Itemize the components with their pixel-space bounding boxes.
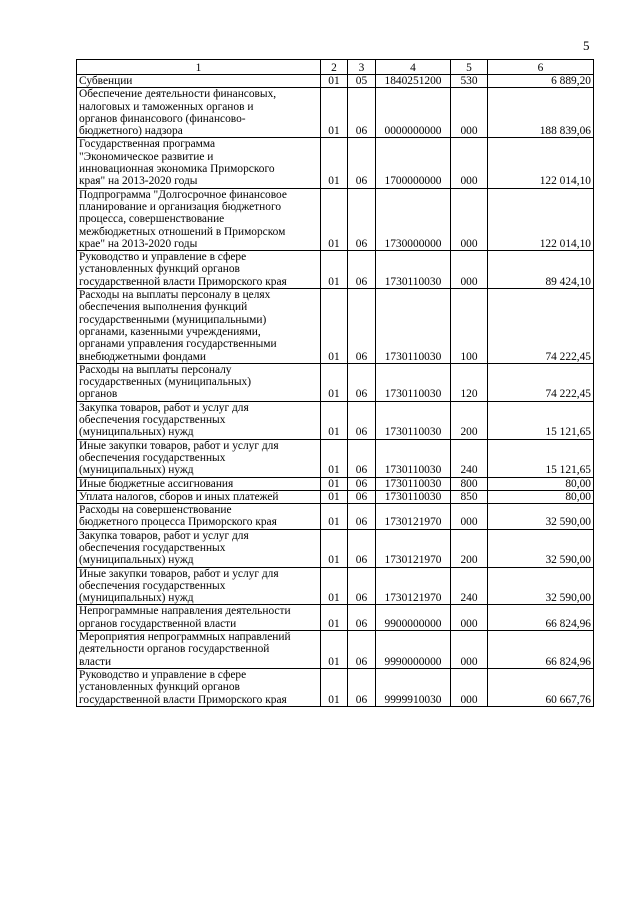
row-name: Расходы на совершенствование бюджетного процесса Приморского края <box>77 504 321 530</box>
row-name: Закупка товаров, работ и услуг для обеспечения государственных (муниципальных) нужд <box>77 529 321 567</box>
row-amount: 74 222,45 <box>488 289 594 364</box>
row-name: Подпрограмма "Долгосрочное финансовое планирование и организация бюджетного процесса, совершенствование межбюджетных отношений в Приморском крае" на 2013-2020 годы <box>77 188 321 250</box>
row-section: 01 <box>321 88 348 138</box>
row-subsection: 06 <box>348 401 376 439</box>
row-target-code: 1730121970 <box>376 567 451 605</box>
row-target-code: 9900000000 <box>376 605 451 631</box>
row-section: 01 <box>321 529 348 567</box>
row-subsection: 06 <box>348 668 376 706</box>
row-amount: 32 590,00 <box>488 567 594 605</box>
row-expense-type: 000 <box>451 188 488 250</box>
row-expense-type: 240 <box>451 567 488 605</box>
row-expense-type: 000 <box>451 668 488 706</box>
row-name: Непрограммные направления деятельности органов государственной власти <box>77 605 321 631</box>
row-amount: 66 824,96 <box>488 631 594 669</box>
row-expense-type: 240 <box>451 439 488 477</box>
row-expense-type: 100 <box>451 289 488 364</box>
row-expense-type: 000 <box>451 631 488 669</box>
row-section: 01 <box>321 668 348 706</box>
table-row <box>77 529 594 567</box>
table-row <box>77 605 594 631</box>
table-row <box>77 567 594 605</box>
table-row <box>77 188 594 250</box>
row-target-code: 1730000000 <box>376 188 451 250</box>
row-expense-type: 200 <box>451 401 488 439</box>
row-target-code: 0000000000 <box>376 88 451 138</box>
header-cell: 1 <box>77 60 321 75</box>
row-amount: 188 839,06 <box>488 88 594 138</box>
row-expense-type: 000 <box>451 504 488 530</box>
table-row <box>77 490 594 503</box>
row-expense-type: 000 <box>451 138 488 188</box>
row-target-code: 1730121970 <box>376 504 451 530</box>
table-row <box>77 138 594 188</box>
row-section: 01 <box>321 188 348 250</box>
row-subsection: 06 <box>348 138 376 188</box>
header-row <box>77 60 594 75</box>
row-expense-type: 000 <box>451 251 488 289</box>
row-target-code: 9999910030 <box>376 668 451 706</box>
row-section: 01 <box>321 75 348 88</box>
row-name: Мероприятия непрограммных направлений деятельности органов государственной власти <box>77 631 321 669</box>
row-target-code: 1840251200 <box>376 75 451 88</box>
row-name: Обеспечение деятельности финансовых, налоговых и таможенных органов и органов финансового (финансово- бюджетного) надзора <box>77 88 321 138</box>
row-expense-type: 200 <box>451 529 488 567</box>
table-row <box>77 439 594 477</box>
table-row <box>77 631 594 669</box>
row-subsection: 06 <box>348 605 376 631</box>
row-expense-type: 000 <box>451 88 488 138</box>
page-number: 5 <box>583 38 590 53</box>
row-amount: 15 121,65 <box>488 401 594 439</box>
row-section: 01 <box>321 477 348 490</box>
row-section: 01 <box>321 439 348 477</box>
row-amount: 74 222,45 <box>488 363 594 401</box>
row-section: 01 <box>321 138 348 188</box>
row-subsection: 06 <box>348 567 376 605</box>
table-row <box>77 668 594 706</box>
row-name: Государственная программа "Экономическое развитие и инновационная экономика Приморского края" на 2013-2020 годы <box>77 138 321 188</box>
row-name: Субвенции <box>77 75 321 88</box>
header-cell: 6 <box>488 60 594 75</box>
table-row <box>77 477 594 490</box>
table-row <box>77 88 594 138</box>
row-subsection: 06 <box>348 289 376 364</box>
row-target-code: 9990000000 <box>376 631 451 669</box>
header-cell: 3 <box>348 60 376 75</box>
row-target-code: 1730110030 <box>376 289 451 364</box>
row-target-code: 1700000000 <box>376 138 451 188</box>
row-section: 01 <box>321 504 348 530</box>
table-row <box>77 401 594 439</box>
row-subsection: 06 <box>348 504 376 530</box>
row-subsection: 06 <box>348 363 376 401</box>
row-subsection: 06 <box>348 529 376 567</box>
budget-table <box>76 59 594 707</box>
row-target-code: 1730110030 <box>376 477 451 490</box>
row-target-code: 1730110030 <box>376 251 451 289</box>
table-row <box>77 363 594 401</box>
row-section: 01 <box>321 631 348 669</box>
row-expense-type: 800 <box>451 477 488 490</box>
row-name: Руководство и управление в сфере установленных функций органов государственной власти Приморского края <box>77 251 321 289</box>
row-target-code: 1730110030 <box>376 363 451 401</box>
table-row <box>77 504 594 530</box>
row-amount: 32 590,00 <box>488 504 594 530</box>
row-expense-type: 000 <box>451 605 488 631</box>
row-amount: 80,00 <box>488 477 594 490</box>
header-cell: 5 <box>451 60 488 75</box>
row-subsection: 06 <box>348 251 376 289</box>
row-target-code: 1730110030 <box>376 401 451 439</box>
row-amount: 6 889,20 <box>488 75 594 88</box>
row-subsection: 06 <box>348 439 376 477</box>
row-name: Расходы на выплаты персоналу государственных (муниципальных) органов <box>77 363 321 401</box>
row-amount: 66 824,96 <box>488 605 594 631</box>
row-subsection: 05 <box>348 75 376 88</box>
row-subsection: 06 <box>348 477 376 490</box>
table-row <box>77 289 594 364</box>
row-section: 01 <box>321 251 348 289</box>
row-section: 01 <box>321 363 348 401</box>
row-subsection: 06 <box>348 631 376 669</box>
table-row <box>77 251 594 289</box>
row-expense-type: 120 <box>451 363 488 401</box>
row-name: Иные закупки товаров, работ и услуг для обеспечения государственных (муниципальных) нужд <box>77 439 321 477</box>
header-cell: 4 <box>376 60 451 75</box>
row-amount: 89 424,10 <box>488 251 594 289</box>
row-section: 01 <box>321 567 348 605</box>
row-target-code: 1730110030 <box>376 439 451 477</box>
header-cell: 2 <box>321 60 348 75</box>
row-amount: 122 014,10 <box>488 138 594 188</box>
row-amount: 80,00 <box>488 490 594 503</box>
row-subsection: 06 <box>348 88 376 138</box>
row-name: Закупка товаров, работ и услуг для обеспечения государственных (муниципальных) нужд <box>77 401 321 439</box>
row-amount: 32 590,00 <box>488 529 594 567</box>
table-body <box>77 75 594 707</box>
row-section: 01 <box>321 401 348 439</box>
row-expense-type: 850 <box>451 490 488 503</box>
row-target-code: 1730110030 <box>376 490 451 503</box>
row-name: Иные бюджетные ассигнования <box>77 477 321 490</box>
table-row <box>77 75 594 88</box>
row-expense-type: 530 <box>451 75 488 88</box>
row-target-code: 1730121970 <box>376 529 451 567</box>
row-name: Уплата налогов, сборов и иных платежей <box>77 490 321 503</box>
row-section: 01 <box>321 490 348 503</box>
row-name: Расходы на выплаты персоналу в целях обеспечения выполнения функций государственными (муниципальными) органами, казенными учреждениями, органами управления государственными внебюджетными фондами <box>77 289 321 364</box>
row-name: Иные закупки товаров, работ и услуг для обеспечения государственных (муниципальных) нужд <box>77 567 321 605</box>
row-section: 01 <box>321 289 348 364</box>
row-subsection: 06 <box>348 490 376 503</box>
row-amount: 15 121,65 <box>488 439 594 477</box>
row-name: Руководство и управление в сфере установленных функций органов государственной власти Приморского края <box>77 668 321 706</box>
row-section: 01 <box>321 605 348 631</box>
row-subsection: 06 <box>348 188 376 250</box>
row-amount: 122 014,10 <box>488 188 594 250</box>
row-amount: 60 667,76 <box>488 668 594 706</box>
